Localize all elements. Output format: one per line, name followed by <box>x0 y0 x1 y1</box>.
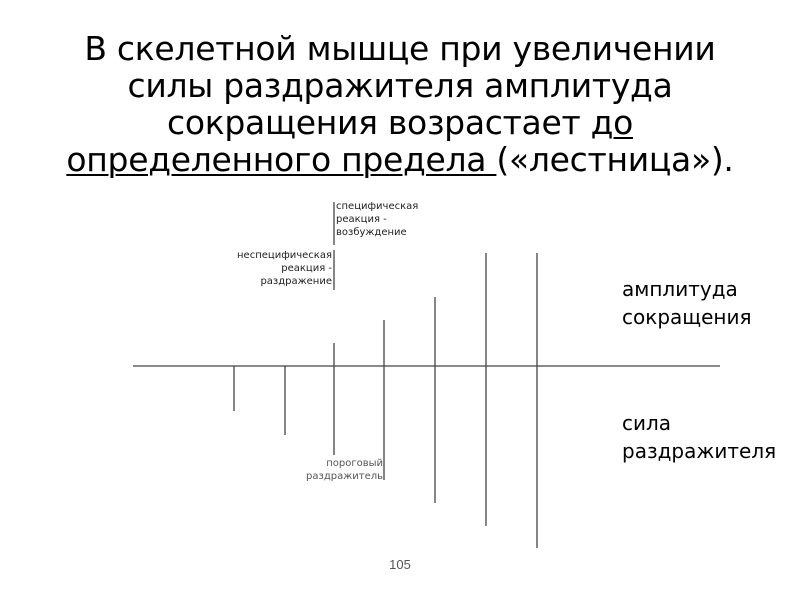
threshold-stimulus-label <box>285 457 383 483</box>
title-line-4-plain: («лестница»). <box>496 140 734 179</box>
nonspecific-reaction-label <box>210 249 332 288</box>
title-line-3-plain: сокращения возрастает <box>167 103 591 142</box>
threshold-label-line-2: раздражитель <box>306 471 383 482</box>
amplitude-label-line-1: амплитуда <box>622 277 738 301</box>
specific-label-line-1: специфическая <box>336 201 419 212</box>
title-line-2: силы раздражителя амплитуда <box>127 66 673 105</box>
nonspecific-label-line-2: реакция - <box>281 263 332 274</box>
specific-reaction-label <box>336 200 418 239</box>
stimulus-label-line-1: сила <box>622 411 672 435</box>
title-line-3-underlined: до <box>590 103 633 142</box>
nonspecific-label-line-1: неспецифическая <box>237 250 332 261</box>
nonspecific-label-line-3: раздражение <box>260 276 332 287</box>
title-line-1: В скелетной мышце при увеличении <box>84 29 716 68</box>
threshold-label-line-1: пороговый <box>326 458 383 469</box>
stimulus-label-line-2: раздражителя <box>622 439 777 463</box>
amplitude-label <box>622 275 752 331</box>
stimulus-strength-label <box>622 409 776 465</box>
amplitude-label-line-2: сокращения <box>622 305 752 329</box>
title-line-4-underlined: определенного предела <box>66 140 497 179</box>
specific-label-line-3: возбуждение <box>336 227 407 238</box>
specific-label-line-2: реакция - <box>336 214 387 225</box>
page-number: 105 <box>389 557 411 572</box>
